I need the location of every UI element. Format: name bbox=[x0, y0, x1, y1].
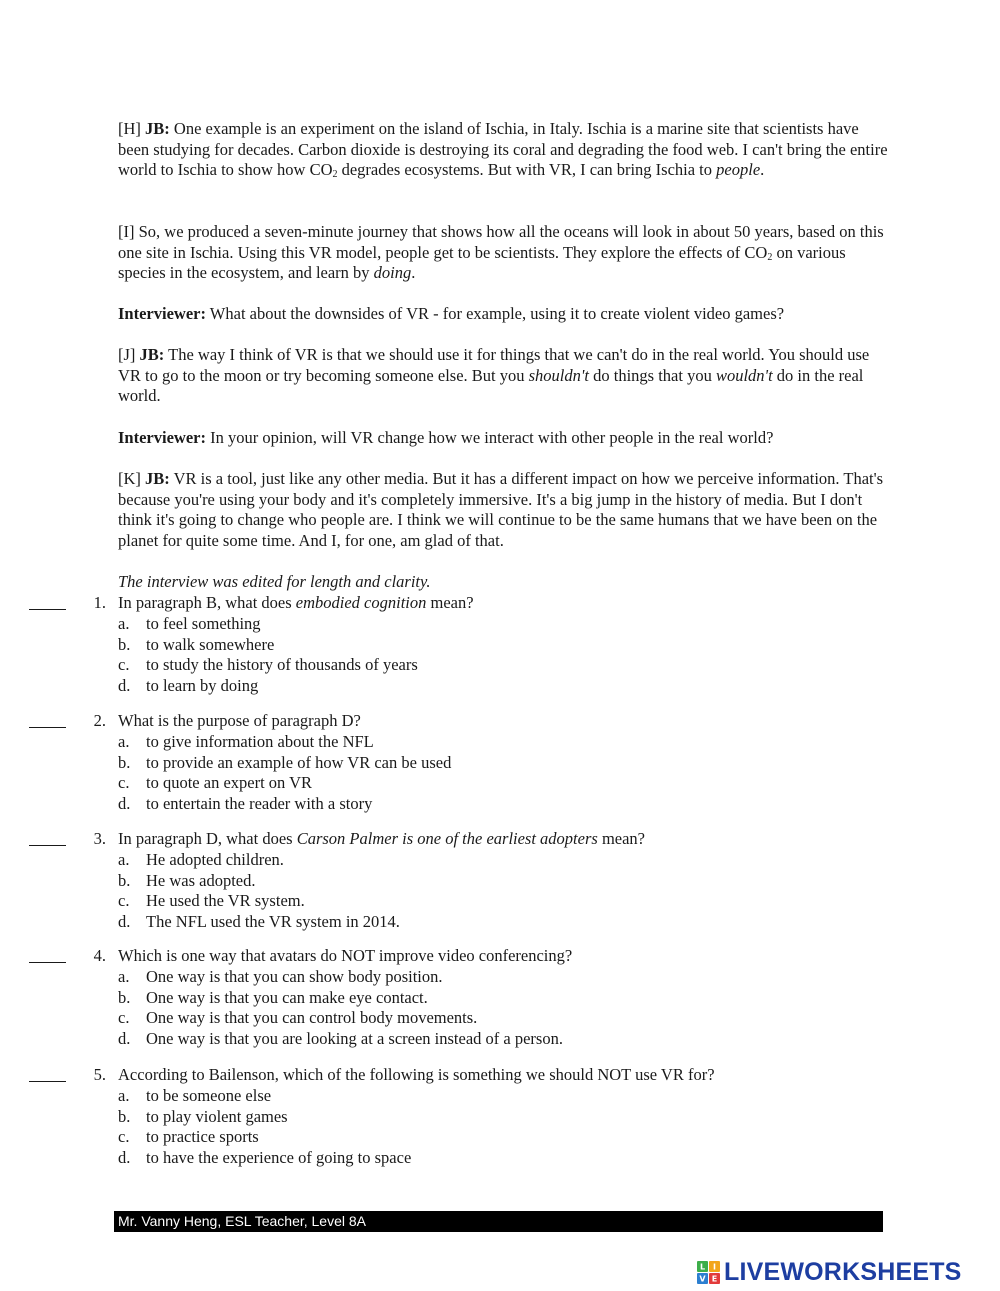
option-2c bbox=[118, 773, 898, 794]
paragraph-text: . bbox=[760, 160, 765, 180]
answer-blank-3[interactable] bbox=[29, 831, 66, 846]
footer-text: Mr. Vanny Heng, ESL Teacher, Level 8A bbox=[118, 1213, 367, 1229]
option-4d bbox=[118, 1029, 898, 1050]
paragraph-k bbox=[118, 469, 888, 551]
option-letter: c. bbox=[118, 773, 130, 792]
question-text bbox=[118, 946, 898, 967]
option-text: to study the history of thousands of years bbox=[146, 655, 418, 674]
option-3d bbox=[118, 912, 898, 933]
question-number: 5. bbox=[93, 1065, 106, 1084]
interviewer-question-2 bbox=[118, 428, 888, 449]
question-text-part: Which is one way that avatars do NOT improve video conferencing? bbox=[118, 946, 573, 965]
question-number: 3. bbox=[93, 829, 106, 848]
option-1c bbox=[118, 655, 898, 676]
answer-blank-1[interactable] bbox=[29, 595, 66, 610]
svg-text:I: I bbox=[713, 1262, 716, 1272]
emphasis-text: doing bbox=[373, 263, 412, 283]
option-letter: c. bbox=[118, 1008, 130, 1027]
option-letter: a. bbox=[118, 967, 130, 986]
emphasis-text: shouldn't bbox=[528, 365, 589, 385]
question-text-part: In paragraph D, what does bbox=[118, 829, 297, 848]
question-text-part: mean? bbox=[597, 829, 645, 848]
question-text bbox=[118, 829, 898, 850]
paragraph-text: . bbox=[411, 263, 416, 283]
emphasis-text: embodied cognition bbox=[295, 593, 427, 612]
paragraph-text: In your opinion, will VR change how we interact with other people in the real world? bbox=[205, 428, 774, 447]
option-text: to practice sports bbox=[146, 1127, 259, 1146]
paragraph-text: The way I think of VR is that we should use it for things that we can't do in the real world. You should use VR to go to the moon or try becoming someone else. But you bbox=[118, 345, 870, 385]
paragraph-text: What about the downsides of VR - for example, using it to create violent video games? bbox=[205, 304, 785, 323]
option-2b bbox=[118, 753, 898, 774]
question-text bbox=[118, 711, 898, 732]
speaker-label: JB: bbox=[145, 119, 170, 138]
option-3c bbox=[118, 891, 898, 912]
paragraph-j bbox=[118, 345, 888, 407]
speaker-label: JB: bbox=[145, 469, 170, 488]
option-text: One way is that you are looking at a screen instead of a person. bbox=[146, 1029, 563, 1048]
question-text-part: According to Bailenson, which of the following is something we should NOT use VR for? bbox=[118, 1065, 715, 1084]
option-letter: a. bbox=[118, 850, 130, 869]
option-letter: a. bbox=[118, 1086, 130, 1105]
footer-bar bbox=[114, 1211, 883, 1232]
svg-text:L: L bbox=[699, 1262, 706, 1272]
question-text-part: mean? bbox=[426, 593, 474, 612]
option-3a bbox=[118, 850, 898, 871]
note-text: The interview was edited for length and clarity. bbox=[118, 572, 431, 591]
liveworksheets-logo-icon bbox=[697, 1261, 721, 1285]
logo-wordmark: LIVEWORKSHEETS bbox=[724, 1258, 962, 1286]
option-5d bbox=[118, 1148, 898, 1169]
interviewer-question-1 bbox=[118, 304, 888, 325]
option-4c bbox=[118, 1008, 898, 1029]
subscript: 2 bbox=[767, 251, 773, 263]
option-text: One way is that you can show body position. bbox=[146, 967, 443, 986]
paragraph-tag: [J] bbox=[118, 345, 140, 364]
option-letter: b. bbox=[118, 871, 131, 890]
option-text: One way is that you can make eye contact. bbox=[146, 988, 428, 1007]
speaker-label: Interviewer: bbox=[118, 428, 206, 447]
option-text: The NFL used the VR system in 2014. bbox=[146, 912, 400, 931]
paragraph-text: do in the real world. bbox=[118, 365, 864, 406]
option-text: to play violent games bbox=[146, 1107, 288, 1126]
paragraph-text: One example is an experiment on the island of Ischia, in Italy. Ischia is a marine site that scientists have been studying for decades. Carbon dioxide is destroying its coral and degrading the food web. I can't bring the entire world to Ischia to show how CO bbox=[118, 119, 888, 180]
answer-blank-5[interactable] bbox=[29, 1067, 66, 1082]
emphasis-text: Carson Palmer is one of the earliest adopters bbox=[296, 829, 598, 848]
option-text: to feel something bbox=[146, 614, 261, 633]
svg-text:V: V bbox=[699, 1274, 706, 1284]
option-1a bbox=[118, 614, 898, 635]
option-text: to be someone else bbox=[146, 1086, 272, 1105]
option-letter: d. bbox=[118, 794, 131, 813]
option-letter: b. bbox=[118, 1107, 131, 1126]
option-2a bbox=[118, 732, 898, 753]
question-number: 1. bbox=[93, 593, 106, 612]
option-1b bbox=[118, 635, 898, 656]
option-letter: b. bbox=[118, 753, 131, 772]
emphasis-text: people bbox=[716, 160, 761, 180]
question-text bbox=[118, 593, 898, 614]
option-letter: c. bbox=[118, 655, 130, 674]
option-letter: c. bbox=[118, 891, 130, 910]
option-letter: b. bbox=[118, 988, 131, 1007]
option-text: He adopted children. bbox=[146, 850, 284, 869]
option-text: to learn by doing bbox=[146, 676, 259, 695]
option-text: to entertain the reader with a story bbox=[146, 794, 373, 813]
option-text: One way is that you can control body movements. bbox=[146, 1008, 478, 1027]
option-text: to walk somewhere bbox=[146, 635, 275, 654]
option-letter: d. bbox=[118, 676, 131, 695]
option-letter: d. bbox=[118, 1148, 131, 1167]
paragraph-h bbox=[118, 119, 888, 181]
speaker-label: JB: bbox=[139, 345, 165, 364]
option-5c bbox=[118, 1127, 898, 1148]
question-text bbox=[118, 1065, 898, 1086]
option-text: to have the experience of going to space bbox=[146, 1148, 412, 1167]
option-text: He was adopted. bbox=[146, 871, 256, 890]
option-5b bbox=[118, 1107, 898, 1128]
option-letter: a. bbox=[118, 614, 130, 633]
option-text: to quote an expert on VR bbox=[146, 773, 313, 792]
emphasis-text: wouldn't bbox=[715, 365, 773, 385]
answer-blank-4[interactable] bbox=[29, 948, 66, 963]
paragraph-text: on various species in the ecosystem, and learn by bbox=[118, 242, 846, 283]
option-text: He used the VR system. bbox=[146, 891, 305, 910]
option-1d bbox=[118, 676, 898, 697]
option-3b bbox=[118, 871, 898, 892]
question-text-part: In paragraph B, what does bbox=[118, 593, 296, 612]
answer-blank-2[interactable] bbox=[29, 713, 66, 728]
option-2d bbox=[118, 794, 898, 815]
option-letter: d. bbox=[118, 1029, 131, 1048]
editorial-note bbox=[118, 572, 888, 593]
subscript: 2 bbox=[332, 169, 338, 181]
option-letter: c. bbox=[118, 1127, 130, 1146]
paragraph-text: degrades ecosystems. But with VR, I can bring Ischia to bbox=[337, 160, 717, 180]
paragraph-text: [I] So, we produced a seven-minute journey that shows how all the oceans will look in about 50 years, based on this one site in Ischia. Using this VR model, people get to be scientists. They explore the effects of CO bbox=[118, 222, 884, 262]
svg-text:E: E bbox=[711, 1274, 718, 1284]
option-letter: b. bbox=[118, 635, 131, 654]
question-text-part: What is the purpose of paragraph D? bbox=[118, 711, 361, 730]
paragraph-text: do things that you bbox=[589, 365, 716, 385]
paragraph-i bbox=[118, 222, 888, 284]
paragraph-tag: [H] bbox=[118, 119, 146, 138]
speaker-label: Interviewer: bbox=[118, 304, 206, 323]
option-text: to give information about the NFL bbox=[146, 732, 374, 751]
option-letter: a. bbox=[118, 732, 130, 751]
question-number: 2. bbox=[93, 711, 106, 730]
option-5a bbox=[118, 1086, 898, 1107]
option-4a bbox=[118, 967, 898, 988]
option-text: to provide an example of how VR can be used bbox=[146, 753, 452, 772]
paragraph-tag: [K] bbox=[118, 469, 146, 488]
option-4b bbox=[118, 988, 898, 1009]
option-letter: d. bbox=[118, 912, 131, 931]
question-number: 4. bbox=[93, 946, 106, 965]
paragraph-text: VR is a tool, just like any other media. But it has a different impact on how we perceive information. That's because you're using your body and it's completely immersive. It's a big jump in the history of media. But I don't think it's going to change who people are. I think we will continue to be the same humans that we have been on the planet for quite some time. And I, for one, am glad of that. bbox=[118, 469, 884, 550]
